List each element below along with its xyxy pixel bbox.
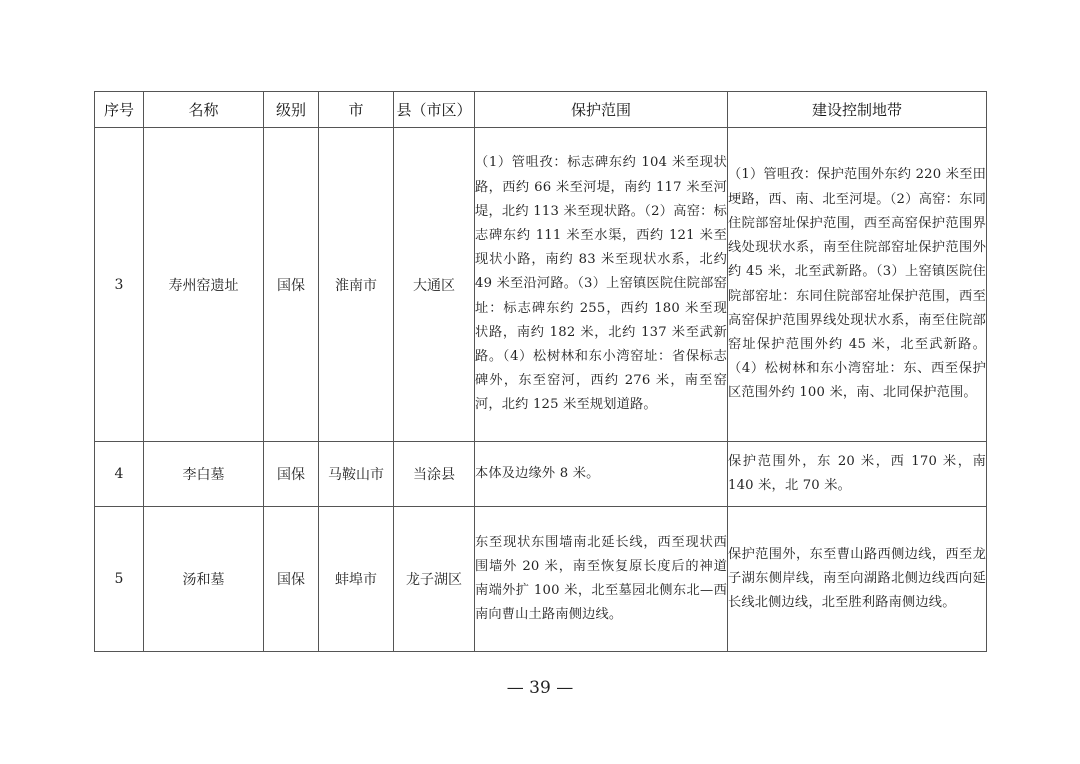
table-header-row xyxy=(95,92,987,128)
cell-county: 龙子湖区 xyxy=(394,507,475,652)
header-protection-scope: 保护范围 xyxy=(475,92,728,128)
cell-name: 寿州窑遗址 xyxy=(144,128,264,442)
header-level: 级别 xyxy=(264,92,319,128)
cell-protection-scope: （1）管咀孜：标志碑东约 104 米至现状路，西约 66 米至河堤，南约 117 米至河堤，北约 113 米至现状路。（2）高窑：标志碑东约 111 米至水渠，西约 121 米至现状小路，南约 83 米至现状水系，北约 49 米至沿河路。（3）上窑镇医院住院部窑址：标志碑东约 255，西约 180 米至现状路，南约 182 米，北约 137 米至武新路。（4）松树林和东小湾窑址：省保标志碑外，东至窑河，西约 276 米，南至窑河，北约 125 米至规划道路。 xyxy=(475,128,728,442)
table-row xyxy=(95,128,987,442)
cell-no: 5 xyxy=(95,507,144,652)
cell-no: 3 xyxy=(95,128,144,442)
heritage-sites-table xyxy=(94,91,987,652)
cell-county: 当涂县 xyxy=(394,442,475,507)
header-no: 序号 xyxy=(95,92,144,128)
cell-name: 李白墓 xyxy=(144,442,264,507)
cell-city: 马鞍山市 xyxy=(319,442,394,507)
page-number: — 39 — xyxy=(506,678,574,698)
header-city: 市 xyxy=(319,92,394,128)
cell-level: 国保 xyxy=(264,442,319,507)
cell-protection-scope: 东至现状东围墙南北延长线，西至现状西围墙外 20 米，南至恢复原长度后的神道南端外扩 100 米，北至墓园北侧东北—西南向曹山土路南侧边线。 xyxy=(475,507,728,652)
cell-city: 淮南市 xyxy=(319,128,394,442)
header-construction-control-zone: 建设控制地带 xyxy=(728,92,987,128)
header-name: 名称 xyxy=(144,92,264,128)
table-row xyxy=(95,442,987,507)
cell-construction-control-zone: 保护范围外，东 20 米，西 170 米，南 140 米，北 70 米。 xyxy=(728,442,987,507)
cell-county: 大通区 xyxy=(394,128,475,442)
cell-construction-control-zone: （1）管咀孜：保护范围外东约 220 米至田埂路，西、南、北至河堤。（2）高窑：东同住院部窑址保护范围，西至高窑保护范围界线处现状水系，南至住院部窑址保护范围外约 45 米，北至武新路。（3）上窑镇医院住院部窑址：东同住院部窑址保护范围，西至高窑保护范围界线处现状水系，南至住院部窑址保护范围外约 45 米，北至武新路。（4）松树林和东小湾窑址：东、西至保护区范围外约 100 米，南、北同保护范围。 xyxy=(728,128,987,442)
cell-no: 4 xyxy=(95,442,144,507)
cell-level: 国保 xyxy=(264,507,319,652)
table-row xyxy=(95,507,987,652)
cell-level: 国保 xyxy=(264,128,319,442)
header-county: 县（市区） xyxy=(394,92,475,128)
cell-protection-scope: 本体及边缘外 8 米。 xyxy=(475,442,728,507)
cell-construction-control-zone: 保护范围外，东至曹山路西侧边线，西至龙子湖东侧岸线，南至向湖路北侧边线西向延长线北侧边线，北至胜利路南侧边线。 xyxy=(728,507,987,652)
cell-name: 汤和墓 xyxy=(144,507,264,652)
cell-city: 蚌埠市 xyxy=(319,507,394,652)
